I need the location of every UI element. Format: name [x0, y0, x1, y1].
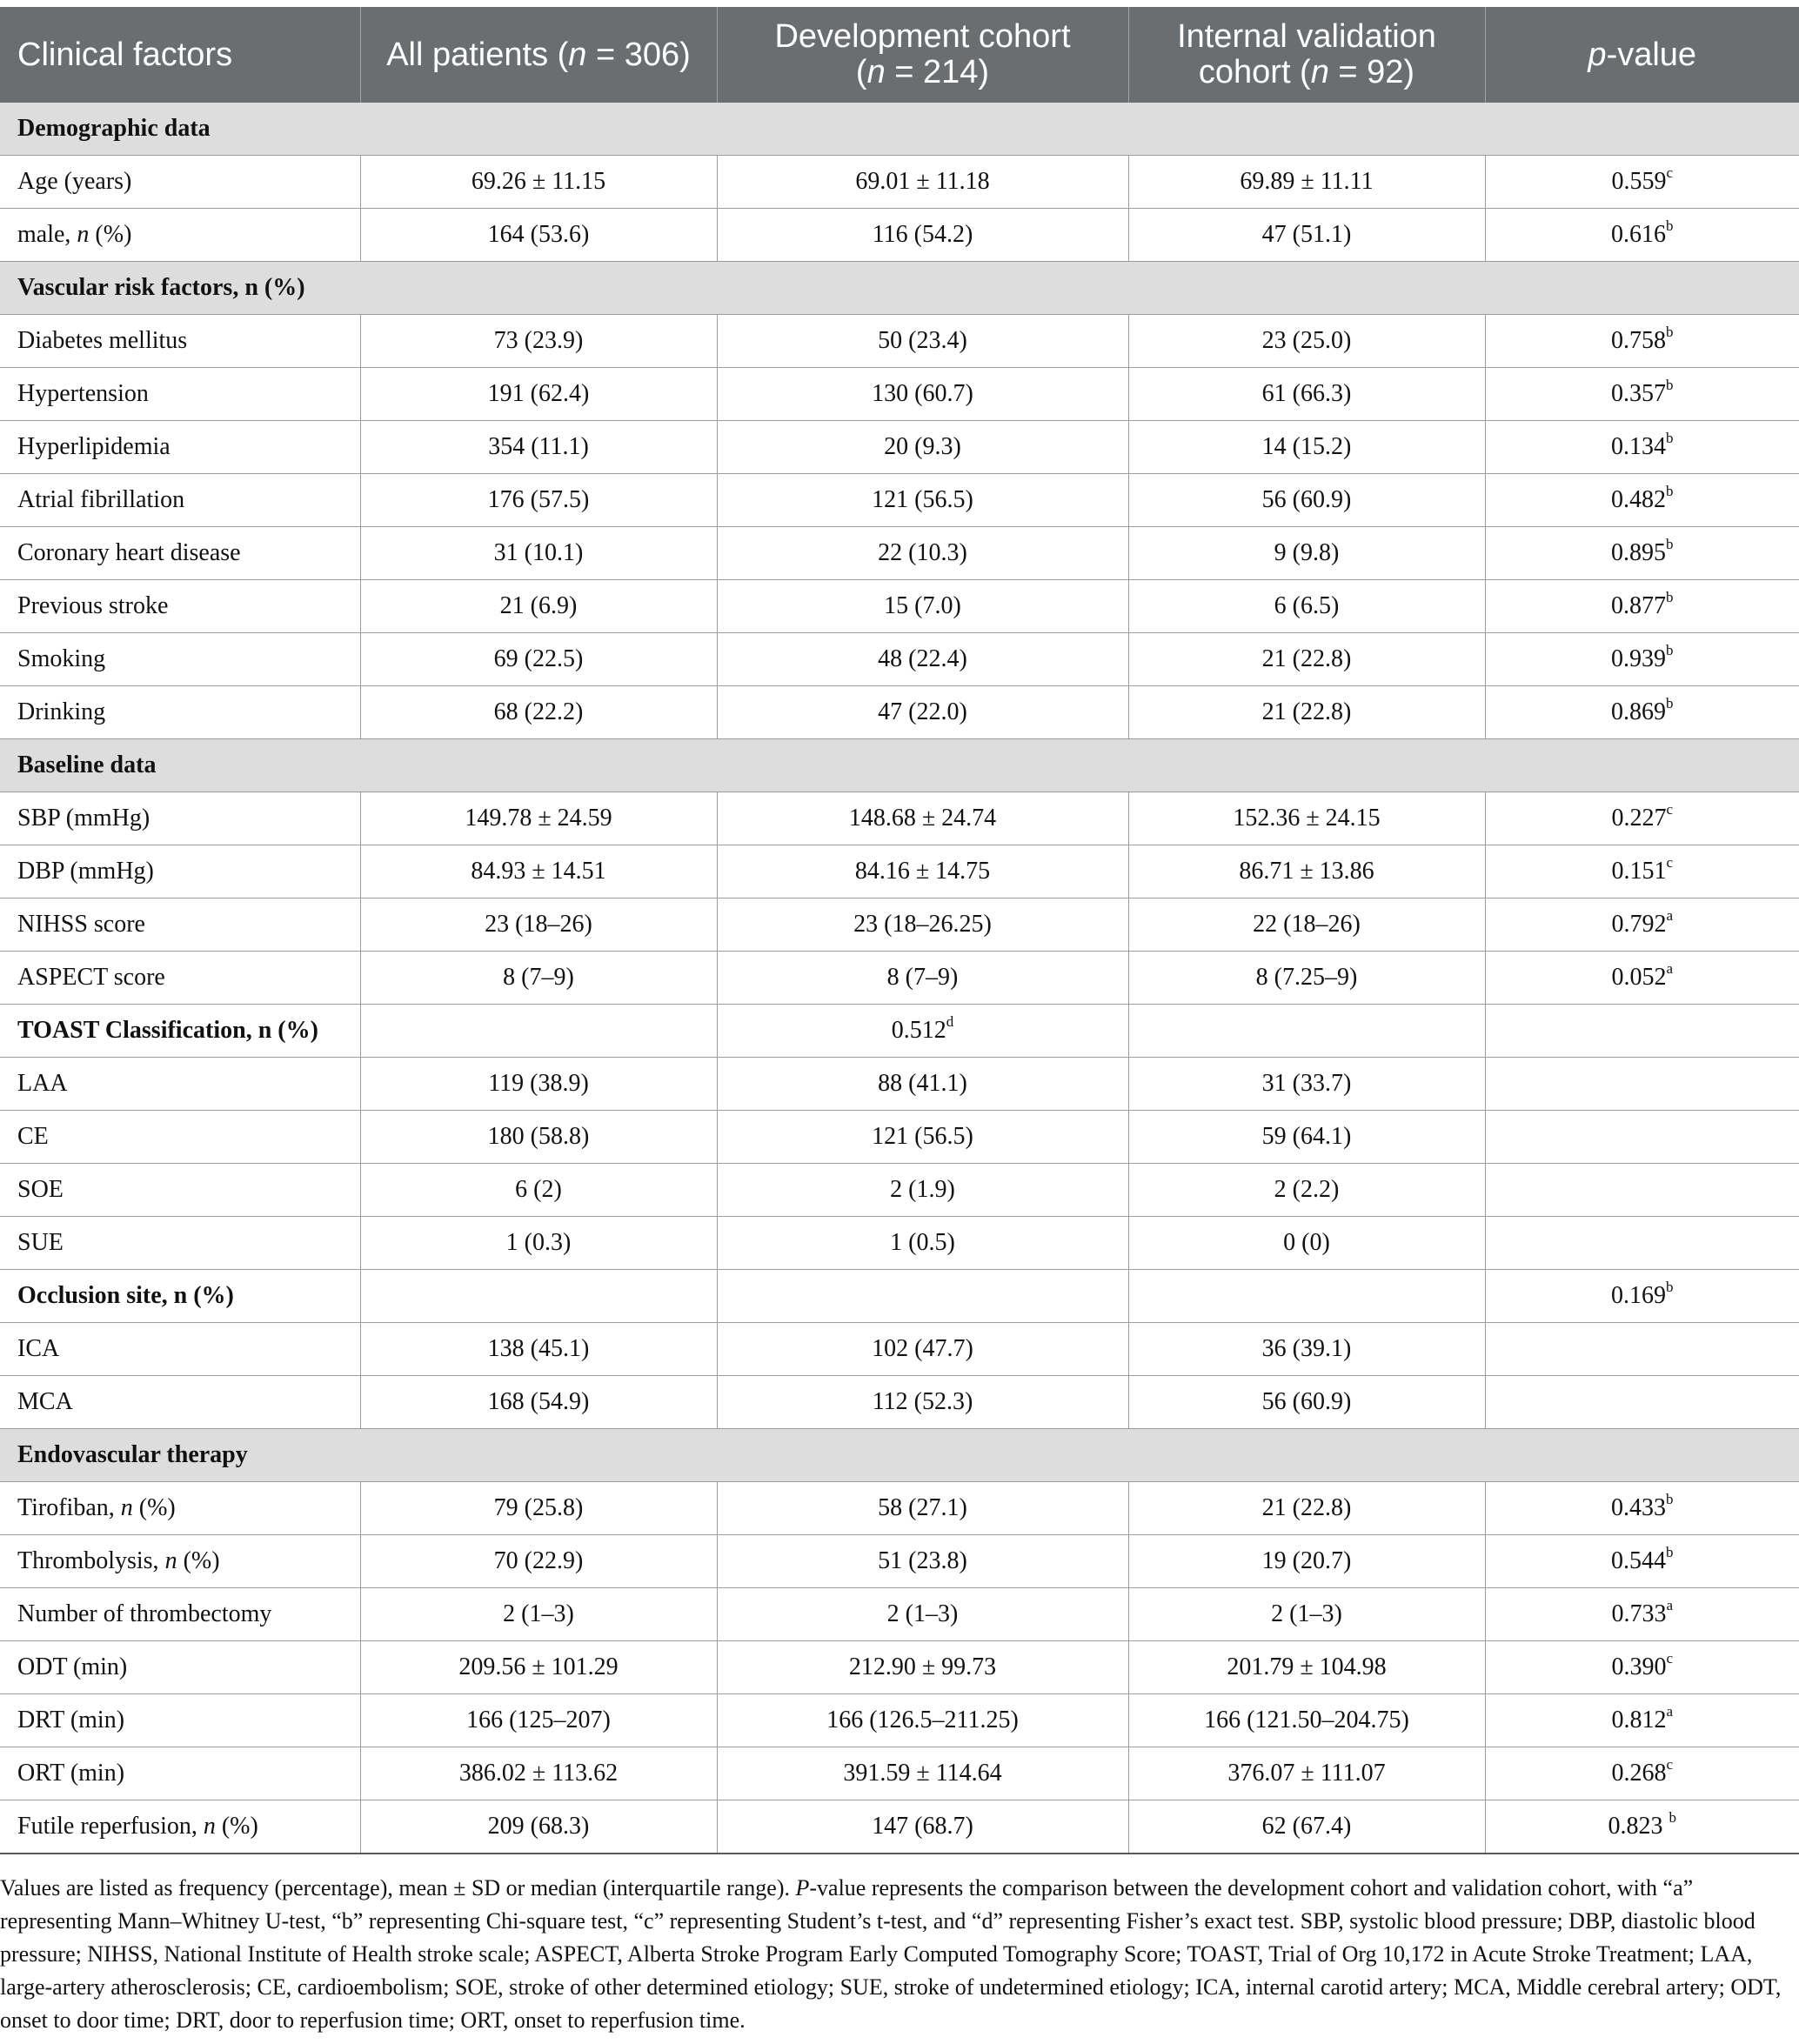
cell-dev: 23 (18–26.25) — [717, 898, 1128, 952]
cell-p: 0.390$^c$ — [1485, 1641, 1799, 1694]
cell-all: 6 (2) — [360, 1164, 717, 1217]
table-row — [0, 209, 1799, 262]
row-label: LAA — [0, 1058, 360, 1111]
table-row-toast — [0, 1005, 1799, 1058]
cell-val: 86.71 ± 13.86 — [1128, 845, 1485, 898]
cell-p: 0.433$^b$ — [1485, 1482, 1799, 1535]
cell-all: 209 (68.3) — [360, 1800, 717, 1854]
cell-val: 2 (1–3) — [1128, 1588, 1485, 1641]
cell-val: 59 (64.1) — [1128, 1111, 1485, 1164]
cell-all: 119 (38.9) — [360, 1058, 717, 1111]
cell-all — [360, 1270, 717, 1323]
cell-p: 0.792$^a$ — [1485, 898, 1799, 952]
cell-all: 69 (22.5) — [360, 633, 717, 686]
cell-dev: 84.16 ± 14.75 — [717, 845, 1128, 898]
section-label: Vascular risk factors, n (%) — [0, 262, 1799, 315]
row-label: Thrombolysis, n (%) — [0, 1535, 360, 1588]
table-row — [0, 1588, 1799, 1641]
row-label: ODT (min) — [0, 1641, 360, 1694]
row-label: DBP (mmHg) — [0, 845, 360, 898]
table-body — [0, 103, 1799, 1854]
row-label: Occlusion site, n (%) — [0, 1270, 360, 1323]
cell-p: 0.151$^c$ — [1485, 845, 1799, 898]
cell-val: 31 (33.7) — [1128, 1058, 1485, 1111]
row-label: Smoking — [0, 633, 360, 686]
cell-dev: 20 (9.3) — [717, 421, 1128, 474]
cell-p: 0.895$^b$ — [1485, 527, 1799, 580]
row-label: NIHSS score — [0, 898, 360, 952]
cell-dev: 47 (22.0) — [717, 686, 1128, 739]
cell-dev: 147 (68.7) — [717, 1800, 1128, 1854]
cell-val — [1128, 1005, 1485, 1058]
cell-dev: 51 (23.8) — [717, 1535, 1128, 1588]
header-row — [0, 7, 1799, 103]
cell-all: 79 (25.8) — [360, 1482, 717, 1535]
cell-p: 0.169$^b$ — [1485, 1270, 1799, 1323]
cell-all: 73 (23.9) — [360, 315, 717, 368]
table-header — [0, 7, 1799, 103]
table-row — [0, 580, 1799, 633]
cell-p: 0.227$^c$ — [1485, 792, 1799, 845]
cell-p: 0.482$^b$ — [1485, 474, 1799, 527]
cell-val: 201.79 ± 104.98 — [1128, 1641, 1485, 1694]
cell-dev: 212.90 ± 99.73 — [717, 1641, 1128, 1694]
cell-val: 56 (60.9) — [1128, 474, 1485, 527]
cell-all: 1 (0.3) — [360, 1217, 717, 1270]
cell-p — [1485, 1111, 1799, 1164]
cell-p — [1485, 1058, 1799, 1111]
table-row — [0, 421, 1799, 474]
cell-p: 0.877$^b$ — [1485, 580, 1799, 633]
row-label: Number of thrombectomy — [0, 1588, 360, 1641]
cell-val: 23 (25.0) — [1128, 315, 1485, 368]
cell-dev: 148.68 ± 24.74 — [717, 792, 1128, 845]
cell-val: 22 (18–26) — [1128, 898, 1485, 952]
row-label: ORT (min) — [0, 1747, 360, 1800]
cell-all — [360, 1005, 717, 1058]
cell-dev: 22 (10.3) — [717, 527, 1128, 580]
cell-all: 8 (7–9) — [360, 952, 717, 1005]
row-label: Futile reperfusion, n (%) — [0, 1800, 360, 1854]
row-label: DRT (min) — [0, 1694, 360, 1747]
cell-val: 6 (6.5) — [1128, 580, 1485, 633]
cell-p: 0.812$^a$ — [1485, 1694, 1799, 1747]
row-label: SOE — [0, 1164, 360, 1217]
cell-val: 69.89 ± 11.11 — [1128, 156, 1485, 209]
cell-dev: 121 (56.5) — [717, 1111, 1128, 1164]
row-label: Hyperlipidemia — [0, 421, 360, 474]
row-label: male, n (%) — [0, 209, 360, 262]
cell-p: 0.559$^c$ — [1485, 156, 1799, 209]
row-label: Hypertension — [0, 368, 360, 421]
header-p-value: p-value — [1485, 7, 1799, 103]
table-row — [0, 952, 1799, 1005]
row-label: ASPECT score — [0, 952, 360, 1005]
cell-all: 386.02 ± 113.62 — [360, 1747, 717, 1800]
table-row — [0, 1376, 1799, 1429]
section-label: Demographic data — [0, 103, 1799, 156]
table-row — [0, 315, 1799, 368]
cell-p — [1485, 1164, 1799, 1217]
cell-all: 70 (22.9) — [360, 1535, 717, 1588]
section-row-endovascular — [0, 1429, 1799, 1482]
table-row — [0, 1058, 1799, 1111]
cell-all: 166 (125–207) — [360, 1694, 717, 1747]
table-row — [0, 527, 1799, 580]
header-development-cohort: Development cohort (n = 214) — [717, 7, 1128, 103]
cell-val: 56 (60.9) — [1128, 1376, 1485, 1429]
cell-val — [1128, 1270, 1485, 1323]
cell-dev: 2 (1–3) — [717, 1588, 1128, 1641]
cell-all: 164 (53.6) — [360, 209, 717, 262]
row-label: Drinking — [0, 686, 360, 739]
cell-val: 21 (22.8) — [1128, 686, 1485, 739]
table-row — [0, 1482, 1799, 1535]
cell-p: 0.544$^b$ — [1485, 1535, 1799, 1588]
cell-all: 138 (45.1) — [360, 1323, 717, 1376]
table-row — [0, 1111, 1799, 1164]
cell-dev: 0.512$^d$ — [717, 1005, 1128, 1058]
cell-all: 168 (54.9) — [360, 1376, 717, 1429]
cell-all: 31 (10.1) — [360, 527, 717, 580]
cell-all: 149.78 ± 24.59 — [360, 792, 717, 845]
cell-p: 0.733$^a$ — [1485, 1588, 1799, 1641]
row-label: Previous stroke — [0, 580, 360, 633]
cell-all: 68 (22.2) — [360, 686, 717, 739]
table-row — [0, 845, 1799, 898]
table-row — [0, 1694, 1799, 1747]
table-container — [0, 7, 1799, 1854]
cell-all: 84.93 ± 14.51 — [360, 845, 717, 898]
cell-all: 209.56 ± 101.29 — [360, 1641, 717, 1694]
section-label: Baseline data — [0, 739, 1799, 792]
cell-p: 0.134$^b$ — [1485, 421, 1799, 474]
table-row — [0, 1747, 1799, 1800]
row-label: CE — [0, 1111, 360, 1164]
row-label: SUE — [0, 1217, 360, 1270]
cell-p — [1485, 1005, 1799, 1058]
row-label: Coronary heart disease — [0, 527, 360, 580]
table-footnote: Values are listed as frequency (percentage), mean ± SD or median (interquartile range). P-value represents the comparison between the development cohort and validation cohort, with “a” representing Mann–Whitney U-test, “b” representing Chi-square test, “c” representing Student’s t-test, and “d” representing Fisher’s exact test. SBP, systolic blood pressure; DBP, diastolic blood pressure; NIHSS, National Institute of Health stroke scale; ASPECT, Alberta Stroke Program Early Computed Tomography Score; TOAST, Trial of Org 10,172 in Acute Stroke Treatment; LAA, large-artery atherosclerosis; CE, cardioembolism; SOE, stroke of other determined etiology; SUE, stroke of undetermined etiology; ICA, internal carotid artery; MCA, Middle cerebral artery; ODT, onset to door time; DRT, door to reperfusion time; ORT, onset to reperfusion time. — [0, 1875, 1782, 2033]
table-row — [0, 792, 1799, 845]
section-row-vascular — [0, 262, 1799, 315]
cell-p — [1485, 1376, 1799, 1429]
cell-p: 0.268$^c$ — [1485, 1747, 1799, 1800]
cell-p — [1485, 1217, 1799, 1270]
cell-p: 0.939$^b$ — [1485, 633, 1799, 686]
section-label: Endovascular therapy — [0, 1429, 1799, 1482]
cell-p: 0.869$^b$ — [1485, 686, 1799, 739]
table-row — [0, 633, 1799, 686]
cell-dev: 166 (126.5–211.25) — [717, 1694, 1128, 1747]
cell-all: 21 (6.9) — [360, 580, 717, 633]
row-label: ICA — [0, 1323, 360, 1376]
cell-dev: 102 (47.7) — [717, 1323, 1128, 1376]
cell-p: 0.052$^a$ — [1485, 952, 1799, 1005]
cell-dev: 88 (41.1) — [717, 1058, 1128, 1111]
cell-all: 2 (1–3) — [360, 1588, 717, 1641]
cell-dev: 391.59 ± 114.64 — [717, 1747, 1128, 1800]
table-row — [0, 686, 1799, 739]
cell-val: 8 (7.25–9) — [1128, 952, 1485, 1005]
cell-all: 176 (57.5) — [360, 474, 717, 527]
clinical-factors-table — [0, 7, 1799, 1854]
cell-val: 152.36 ± 24.15 — [1128, 792, 1485, 845]
cell-val: 47 (51.1) — [1128, 209, 1485, 262]
cell-val: 14 (15.2) — [1128, 421, 1485, 474]
cell-val: 9 (9.8) — [1128, 527, 1485, 580]
cell-dev: 58 (27.1) — [717, 1482, 1128, 1535]
cell-dev: 2 (1.9) — [717, 1164, 1128, 1217]
cell-p — [1485, 1323, 1799, 1376]
cell-p: 0.616$^b$ — [1485, 209, 1799, 262]
cell-all: 69.26 ± 11.15 — [360, 156, 717, 209]
table-row — [0, 1535, 1799, 1588]
row-label: Diabetes mellitus — [0, 315, 360, 368]
cell-val: 2 (2.2) — [1128, 1164, 1485, 1217]
header-clinical-factors: Clinical factors — [0, 7, 360, 103]
cell-dev: 112 (52.3) — [717, 1376, 1128, 1429]
cell-val: 21 (22.8) — [1128, 1482, 1485, 1535]
row-label: SBP (mmHg) — [0, 792, 360, 845]
row-label: TOAST Classification, n (%) — [0, 1005, 360, 1058]
cell-dev: 15 (7.0) — [717, 580, 1128, 633]
cell-dev: 50 (23.4) — [717, 315, 1128, 368]
cell-all: 191 (62.4) — [360, 368, 717, 421]
table-row — [0, 1800, 1799, 1854]
cell-p: 0.357$^b$ — [1485, 368, 1799, 421]
cell-dev: 116 (54.2) — [717, 209, 1128, 262]
table-row — [0, 1641, 1799, 1694]
table-row — [0, 1217, 1799, 1270]
table-row — [0, 474, 1799, 527]
table-row — [0, 368, 1799, 421]
row-label: Tirofiban, n (%) — [0, 1482, 360, 1535]
cell-p: 0.823 $^b$ — [1485, 1800, 1799, 1854]
table-row — [0, 1164, 1799, 1217]
cell-val: 376.07 ± 111.07 — [1128, 1747, 1485, 1800]
cell-val: 166 (121.50–204.75) — [1128, 1694, 1485, 1747]
cell-p: 0.758$^b$ — [1485, 315, 1799, 368]
header-validation-cohort: Internal validation cohort (n = 92) — [1128, 7, 1485, 103]
cell-dev: 8 (7–9) — [717, 952, 1128, 1005]
cell-all: 180 (58.8) — [360, 1111, 717, 1164]
cell-val: 36 (39.1) — [1128, 1323, 1485, 1376]
table-row — [0, 156, 1799, 209]
cell-dev — [717, 1270, 1128, 1323]
cell-val: 21 (22.8) — [1128, 633, 1485, 686]
cell-dev: 48 (22.4) — [717, 633, 1128, 686]
row-label: MCA — [0, 1376, 360, 1429]
table-row — [0, 1323, 1799, 1376]
section-row-baseline — [0, 739, 1799, 792]
cell-dev: 1 (0.5) — [717, 1217, 1128, 1270]
table-row — [0, 898, 1799, 952]
cell-dev: 69.01 ± 11.18 — [717, 156, 1128, 209]
cell-val: 61 (66.3) — [1128, 368, 1485, 421]
header-all-patients: All patients (n = 306) — [360, 7, 717, 103]
cell-dev: 130 (60.7) — [717, 368, 1128, 421]
table-row-occlusion — [0, 1270, 1799, 1323]
cell-all: 354 (11.1) — [360, 421, 717, 474]
cell-val: 19 (20.7) — [1128, 1535, 1485, 1588]
cell-all: 23 (18–26) — [360, 898, 717, 952]
cell-dev: 121 (56.5) — [717, 474, 1128, 527]
row-label: Age (years) — [0, 156, 360, 209]
cell-val: 0 (0) — [1128, 1217, 1485, 1270]
section-row-demographic — [0, 103, 1799, 156]
row-label: Atrial fibrillation — [0, 474, 360, 527]
cell-val: 62 (67.4) — [1128, 1800, 1485, 1854]
